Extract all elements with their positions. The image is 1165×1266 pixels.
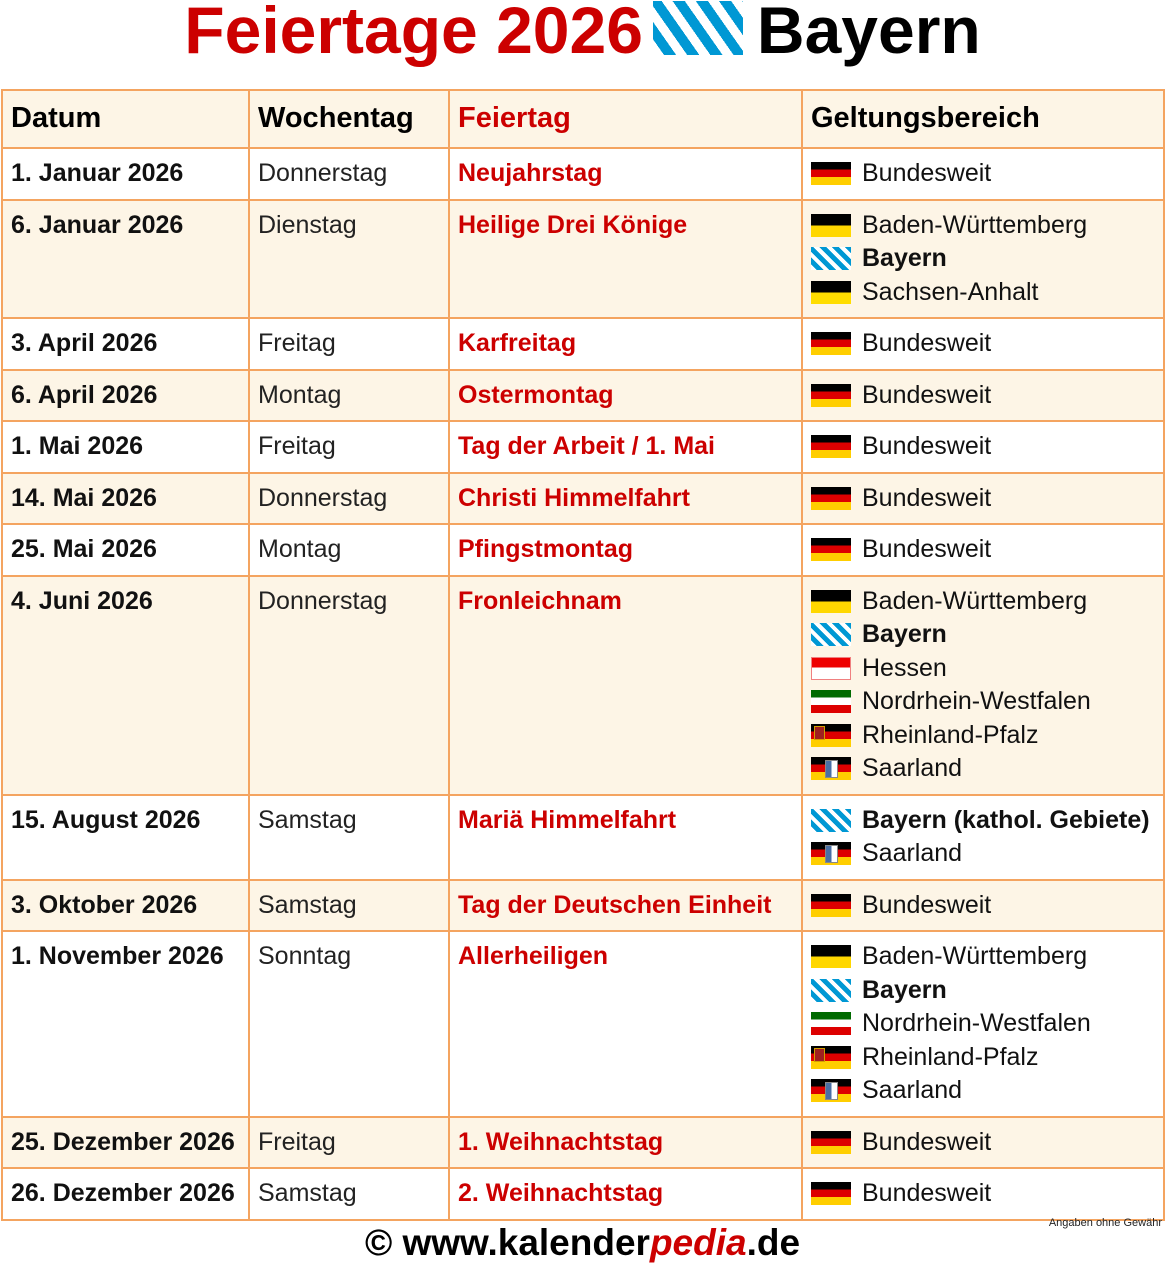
holiday-table: [1, 89, 1165, 1221]
table-row: [2, 148, 1164, 200]
region-item: [811, 837, 1155, 871]
holiday-cell: Mariä Himmelfahrt: [449, 795, 802, 880]
region-name: Nordrhein-Westfalen: [862, 1009, 1091, 1037]
germany-flag-icon: [811, 332, 851, 355]
table-row: [2, 931, 1164, 1117]
region-item: [811, 242, 1155, 276]
nrw-flag-icon: [811, 1012, 851, 1035]
date-cell: 1. Mai 2026: [2, 421, 249, 473]
disclaimer: Angaben ohne Gewähr: [1048, 1217, 1162, 1229]
region-name: Hessen: [862, 653, 947, 682]
holiday-cell: 2. Weihnachtstag: [449, 1168, 802, 1220]
title-main: Feiertage 2026: [184, 0, 643, 67]
header-date: Datum: [2, 90, 249, 148]
region-item: [811, 752, 1155, 786]
region-item: [811, 940, 1155, 974]
weekday-cell: Freitag: [249, 1117, 449, 1169]
holiday-cell: 1. Weihnachtstag: [449, 1117, 802, 1169]
table-row: [2, 795, 1164, 880]
holiday-cell: Fronleichnam: [449, 576, 802, 795]
date-cell: 26. Dezember 2026: [2, 1168, 249, 1220]
sachsen-anhalt-flag-icon: [811, 281, 851, 304]
date-cell: 6. Januar 2026: [2, 200, 249, 319]
region-item: [811, 157, 1155, 191]
region-item: [811, 1126, 1155, 1160]
region-name: Baden-Württemberg: [862, 942, 1088, 970]
holiday-cell: Ostermontag: [449, 370, 802, 422]
hessen-flag-icon: [811, 657, 851, 680]
table-row: [2, 880, 1164, 932]
region-name: Sachsen-Anhalt: [862, 277, 1039, 306]
region-name: Bundesweit: [862, 535, 992, 563]
header-region: Geltungsbereich: [802, 90, 1164, 148]
holiday-cell: Allerheiligen: [449, 931, 802, 1117]
footer-copyright: [0, 1222, 1165, 1264]
date-cell: 3. April 2026: [2, 318, 249, 370]
footer-prefix: © www.kalender: [364, 1222, 650, 1263]
saarland-flag-icon: [811, 757, 851, 780]
bavaria-flag-icon: [811, 809, 851, 832]
date-cell: 14. Mai 2026: [2, 473, 249, 525]
weekday-cell: Freitag: [249, 421, 449, 473]
table-row: [2, 524, 1164, 576]
table-row: [2, 421, 1164, 473]
weekday-cell: Samstag: [249, 1168, 449, 1220]
region-name: Bayern: [862, 244, 947, 272]
region-name: Bayern (kathol. Gebiete): [862, 805, 1150, 834]
table-row: [2, 473, 1164, 525]
weekday-cell: Samstag: [249, 795, 449, 880]
region-cell: [802, 421, 1164, 473]
region-name: Bundesweit: [862, 1127, 992, 1156]
region-name: Bundesweit: [862, 1179, 992, 1207]
table-row: [2, 576, 1164, 795]
region-name: Rheinland-Pfalz: [862, 1042, 1039, 1071]
date-cell: 15. August 2026: [2, 795, 249, 880]
region-cell: [802, 795, 1164, 880]
region-item: [811, 1041, 1155, 1075]
table-header: [2, 90, 1164, 148]
germany-flag-icon: [811, 435, 851, 458]
region-name: Saarland: [862, 754, 963, 782]
baden-wuerttemberg-flag-icon: [811, 214, 851, 237]
region-name: Nordrhein-Westfalen: [862, 687, 1091, 715]
region-cell: [802, 200, 1164, 319]
table-row: [2, 200, 1164, 319]
region-name: Saarland: [862, 1076, 963, 1104]
date-cell: 25. Dezember 2026: [2, 1117, 249, 1169]
region-item: [811, 889, 1155, 923]
region-item: [811, 482, 1155, 516]
region-name: Baden-Württemberg: [862, 586, 1088, 615]
bavaria-flag-icon: [653, 1, 743, 55]
date-cell: 1. Januar 2026: [2, 148, 249, 200]
footer-suffix: .de: [746, 1222, 801, 1263]
weekday-cell: Donnerstag: [249, 576, 449, 795]
region-item: [811, 974, 1155, 1008]
holiday-cell: Neujahrstag: [449, 148, 802, 200]
holiday-cell: Pfingstmontag: [449, 524, 802, 576]
region-name: Saarland: [862, 839, 963, 867]
table-row: [2, 1168, 1164, 1220]
region-item: [811, 618, 1155, 652]
region-name: Bayern: [862, 620, 947, 648]
weekday-cell: Donnerstag: [249, 148, 449, 200]
baden-wuerttemberg-flag-icon: [811, 590, 851, 613]
holiday-cell: Christi Himmelfahrt: [449, 473, 802, 525]
region-cell: [802, 318, 1164, 370]
date-cell: 4. Juni 2026: [2, 576, 249, 795]
header-holiday: Feiertag: [449, 90, 802, 148]
region-cell: [802, 880, 1164, 932]
region-item: [811, 719, 1155, 753]
region-name: Bayern: [862, 975, 947, 1004]
region-cell: [802, 370, 1164, 422]
region-cell: [802, 1117, 1164, 1169]
region-cell: [802, 524, 1164, 576]
germany-flag-icon: [811, 1131, 851, 1154]
germany-flag-icon: [811, 487, 851, 510]
region-item: [811, 652, 1155, 686]
table-row: [2, 1117, 1164, 1169]
weekday-cell: Montag: [249, 524, 449, 576]
weekday-cell: Freitag: [249, 318, 449, 370]
region-name: Rheinland-Pfalz: [862, 720, 1039, 749]
saarland-flag-icon: [811, 842, 851, 865]
baden-wuerttemberg-flag-icon: [811, 945, 851, 968]
region-name: Baden-Württemberg: [862, 210, 1088, 239]
bavaria-flag-icon: [811, 623, 851, 646]
germany-flag-icon: [811, 538, 851, 561]
region-name: Bundesweit: [862, 380, 992, 409]
region-item: [811, 585, 1155, 619]
date-cell: 6. April 2026: [2, 370, 249, 422]
weekday-cell: Dienstag: [249, 200, 449, 319]
weekday-cell: Samstag: [249, 880, 449, 932]
region-cell: [802, 473, 1164, 525]
germany-flag-icon: [811, 162, 851, 185]
date-cell: 3. Oktober 2026: [2, 880, 249, 932]
region-item: [811, 276, 1155, 310]
region-item: [811, 209, 1155, 243]
region-item: [811, 1007, 1155, 1041]
header-weekday: Wochentag: [249, 90, 449, 148]
region-name: Bundesweit: [862, 159, 992, 187]
region-item: [811, 685, 1155, 719]
region-name: Bundesweit: [862, 432, 992, 460]
region-item: [811, 1074, 1155, 1108]
table-row: [2, 318, 1164, 370]
holiday-cell: Tag der Arbeit / 1. Mai: [449, 421, 802, 473]
region-cell: [802, 931, 1164, 1117]
region-name: Bundesweit: [862, 329, 992, 357]
region-cell: [802, 148, 1164, 200]
holiday-cell: Tag der Deutschen Einheit: [449, 880, 802, 932]
rheinland-pfalz-flag-icon: [811, 1046, 851, 1069]
weekday-cell: Donnerstag: [249, 473, 449, 525]
rheinland-pfalz-flag-icon: [811, 724, 851, 747]
region-item: [811, 430, 1155, 464]
region-item: [811, 379, 1155, 413]
saarland-flag-icon: [811, 1079, 851, 1102]
region-item: [811, 327, 1155, 361]
holiday-cell: Karfreitag: [449, 318, 802, 370]
page-title: [0, 0, 1165, 68]
germany-flag-icon: [811, 384, 851, 407]
bavaria-flag-icon: [811, 979, 851, 1002]
region-item: [811, 1177, 1155, 1211]
region-item: [811, 804, 1155, 838]
footer-accent: pedia: [649, 1222, 747, 1263]
region-name: Bundesweit: [862, 483, 992, 512]
region-cell: [802, 576, 1164, 795]
weekday-cell: Montag: [249, 370, 449, 422]
date-cell: 1. November 2026: [2, 931, 249, 1117]
germany-flag-icon: [811, 894, 851, 917]
germany-flag-icon: [811, 1182, 851, 1205]
table-row: [2, 370, 1164, 422]
region-cell: [802, 1168, 1164, 1220]
holiday-cell: Heilige Drei Könige: [449, 200, 802, 319]
region-item: [811, 533, 1155, 567]
date-cell: 25. Mai 2026: [2, 524, 249, 576]
bavaria-flag-icon: [811, 247, 851, 270]
weekday-cell: Sonntag: [249, 931, 449, 1117]
title-state: Bayern: [756, 0, 981, 67]
nrw-flag-icon: [811, 690, 851, 713]
region-name: Bundesweit: [862, 890, 992, 919]
